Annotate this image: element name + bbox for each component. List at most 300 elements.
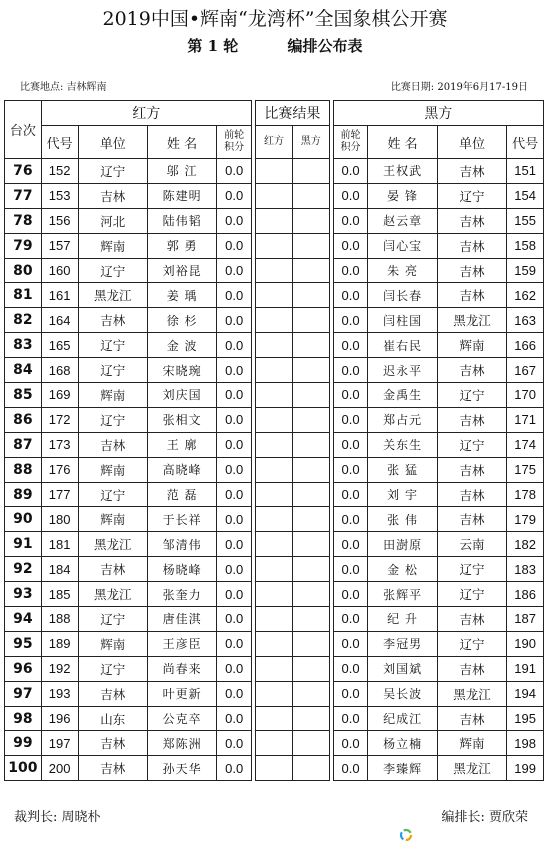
black-code: 186	[507, 582, 544, 607]
table-row	[5, 681, 544, 706]
black-code: 199	[507, 756, 544, 781]
black-name: 吴长波	[368, 681, 437, 706]
result-black	[292, 457, 329, 482]
black-code: 178	[507, 482, 544, 507]
red-name: 王彦臣	[147, 631, 216, 656]
result-red	[256, 283, 293, 308]
red-name: 郭 勇	[147, 233, 216, 258]
black-prev-score: 0.0	[333, 208, 368, 233]
red-name: 张奎力	[147, 582, 216, 607]
red-prev-score: 0.0	[217, 258, 252, 283]
table-row	[5, 358, 544, 383]
table-row	[5, 183, 544, 208]
red-code: 165	[41, 333, 78, 358]
red-unit: 黑龙江	[78, 582, 147, 607]
result-red	[256, 681, 293, 706]
black-prev-score: 0.0	[333, 532, 368, 557]
red-prev-score: 0.0	[217, 507, 252, 532]
result-black-header: 黑方	[292, 126, 329, 159]
result-black	[292, 208, 329, 233]
red-prev-score: 0.0	[217, 681, 252, 706]
red-prev-score: 0.0	[217, 333, 252, 358]
red-code: 173	[41, 432, 78, 457]
red-name: 郑陈洲	[147, 731, 216, 756]
table-row	[5, 432, 544, 457]
table-row	[5, 283, 544, 308]
black-name: 朱 亮	[368, 258, 437, 283]
red-code: 164	[41, 308, 78, 333]
round-number: 84	[5, 358, 42, 383]
red-unit: 黑龙江	[78, 532, 147, 557]
red-prev-score: 0.0	[217, 731, 252, 756]
red-unit: 辽宁	[78, 358, 147, 383]
black-unit: 吉林	[437, 283, 506, 308]
red-code: 177	[41, 482, 78, 507]
red-name: 孙天华	[147, 756, 216, 781]
result-black	[292, 407, 329, 432]
black-code: 162	[507, 283, 544, 308]
black-prev-score: 0.0	[333, 233, 368, 258]
result-red	[256, 532, 293, 557]
pairing-rows	[5, 159, 544, 781]
result-red	[256, 183, 293, 208]
round-number: 96	[5, 656, 42, 681]
black-name: 刘 宇	[368, 482, 437, 507]
black-code: 154	[507, 183, 544, 208]
black-code: 174	[507, 432, 544, 457]
result-red	[256, 706, 293, 731]
red-prev-score: 0.0	[217, 582, 252, 607]
round-number: 78	[5, 208, 42, 233]
chief-referee: 裁判长: 周晓朴	[14, 810, 101, 825]
red-name: 邬 江	[147, 159, 216, 184]
table-row	[5, 308, 544, 333]
red-prev-score: 0.0	[217, 706, 252, 731]
red-unit-header: 单位	[78, 126, 147, 159]
red-unit: 辉南	[78, 457, 147, 482]
black-score-header: 前轮积分	[333, 126, 368, 159]
result-red	[256, 383, 293, 408]
result-black	[292, 233, 329, 258]
red-code: 157	[41, 233, 78, 258]
black-name: 杨立楠	[368, 731, 437, 756]
table-row	[5, 706, 544, 731]
result-black	[292, 159, 329, 184]
red-prev-score: 0.0	[217, 208, 252, 233]
red-code: 181	[41, 532, 78, 557]
result-black	[292, 183, 329, 208]
red-unit: 吉林	[78, 681, 147, 706]
black-prev-score: 0.0	[333, 258, 368, 283]
black-unit-header: 单位	[437, 126, 506, 159]
table-row	[5, 656, 544, 681]
result-black	[292, 507, 329, 532]
red-score-header: 前轮积分	[217, 126, 252, 159]
black-name: 赵云章	[368, 208, 437, 233]
black-name: 李臻辉	[368, 756, 437, 781]
result-black	[292, 482, 329, 507]
red-name: 高晓峰	[147, 457, 216, 482]
black-name: 刘国斌	[368, 656, 437, 681]
result-red	[256, 159, 293, 184]
black-unit: 辽宁	[437, 631, 506, 656]
result-red	[256, 631, 293, 656]
table-row	[5, 159, 544, 184]
black-code: 171	[507, 407, 544, 432]
result-black	[292, 681, 329, 706]
date-label: 比赛日期: 2019年6月17-19日	[390, 82, 528, 93]
red-prev-score: 0.0	[217, 532, 252, 557]
red-code-header: 代号	[41, 126, 78, 159]
black-code: 198	[507, 731, 544, 756]
result-red	[256, 333, 293, 358]
round-number: 91	[5, 532, 42, 557]
red-code: 176	[41, 457, 78, 482]
round-number: 80	[5, 258, 42, 283]
black-name: 郑占元	[368, 407, 437, 432]
red-prev-score: 0.0	[217, 358, 252, 383]
red-unit: 吉林	[78, 432, 147, 457]
red-name: 刘庆国	[147, 383, 216, 408]
page-subtitle	[0, 35, 550, 56]
red-code: 161	[41, 283, 78, 308]
table-row	[5, 532, 544, 557]
result-red	[256, 756, 293, 781]
result-black	[292, 532, 329, 557]
black-code: 166	[507, 333, 544, 358]
red-code: 153	[41, 183, 78, 208]
black-prev-score: 0.0	[333, 457, 368, 482]
black-prev-score: 0.0	[333, 507, 368, 532]
red-prev-score: 0.0	[217, 383, 252, 408]
black-name: 李冠男	[368, 631, 437, 656]
red-unit: 辽宁	[78, 159, 147, 184]
black-code: 163	[507, 308, 544, 333]
black-name: 纪成江	[368, 706, 437, 731]
round-number: 94	[5, 607, 42, 632]
result-black	[292, 432, 329, 457]
red-unit: 吉林	[78, 183, 147, 208]
black-unit: 吉林	[437, 706, 506, 731]
red-code: 188	[41, 607, 78, 632]
black-unit: 吉林	[437, 208, 506, 233]
black-unit: 吉林	[437, 607, 506, 632]
black-code: 187	[507, 607, 544, 632]
black-name: 迟永平	[368, 358, 437, 383]
black-name: 王权武	[368, 159, 437, 184]
red-prev-score: 0.0	[217, 407, 252, 432]
black-code: 175	[507, 457, 544, 482]
round-number: 77	[5, 183, 42, 208]
result-black	[292, 383, 329, 408]
black-name: 金禹生	[368, 383, 437, 408]
black-unit: 黑龙江	[437, 308, 506, 333]
red-unit: 辉南	[78, 233, 147, 258]
table-type-label: 编排公布表	[287, 37, 363, 55]
round-number: 98	[5, 706, 42, 731]
black-name: 张辉平	[368, 582, 437, 607]
table-row	[5, 383, 544, 408]
red-code: 180	[41, 507, 78, 532]
round-number: 100	[5, 756, 42, 781]
red-name: 王 廓	[147, 432, 216, 457]
black-prev-score: 0.0	[333, 383, 368, 408]
watermark-logo-icon	[399, 828, 413, 842]
black-code: 190	[507, 631, 544, 656]
result-black	[292, 582, 329, 607]
black-code: 179	[507, 507, 544, 532]
red-prev-score: 0.0	[217, 482, 252, 507]
black-code: 167	[507, 358, 544, 383]
black-prev-score: 0.0	[333, 631, 368, 656]
red-unit: 吉林	[78, 557, 147, 582]
red-code: 196	[41, 706, 78, 731]
red-name: 尚春来	[147, 656, 216, 681]
result-black	[292, 258, 329, 283]
result-red	[256, 432, 293, 457]
round-number: 85	[5, 383, 42, 408]
black-prev-score: 0.0	[333, 482, 368, 507]
result-black	[292, 756, 329, 781]
red-unit: 黑龙江	[78, 283, 147, 308]
red-name: 于长祥	[147, 507, 216, 532]
black-name: 晏 锋	[368, 183, 437, 208]
black-unit: 辽宁	[437, 432, 506, 457]
result-red	[256, 731, 293, 756]
result-red	[256, 656, 293, 681]
red-name-header: 姓 名	[147, 126, 216, 159]
red-code: 200	[41, 756, 78, 781]
red-name: 金 波	[147, 333, 216, 358]
red-unit: 辉南	[78, 631, 147, 656]
result-black	[292, 557, 329, 582]
round-number: 76	[5, 159, 42, 184]
red-name: 范 磊	[147, 482, 216, 507]
black-prev-score: 0.0	[333, 706, 368, 731]
round-number: 88	[5, 457, 42, 482]
black-name: 纪 升	[368, 607, 437, 632]
page-title: 2019中国•辉南“龙湾杯”全国象棋公开赛	[102, 8, 448, 30]
black-prev-score: 0.0	[333, 308, 368, 333]
black-name: 金 松	[368, 557, 437, 582]
table-row	[5, 482, 544, 507]
black-unit: 吉林	[437, 258, 506, 283]
result-red	[256, 358, 293, 383]
result-red	[256, 507, 293, 532]
red-name: 唐佳淇	[147, 607, 216, 632]
black-code: 159	[507, 258, 544, 283]
black-unit: 吉林	[437, 407, 506, 432]
red-code: 193	[41, 681, 78, 706]
red-unit: 辽宁	[78, 258, 147, 283]
result-black	[292, 358, 329, 383]
red-unit: 吉林	[78, 756, 147, 781]
red-code: 185	[41, 582, 78, 607]
red-prev-score: 0.0	[217, 656, 252, 681]
red-unit: 辽宁	[78, 333, 147, 358]
black-prev-score: 0.0	[333, 731, 368, 756]
result-red	[256, 582, 293, 607]
result-black	[292, 308, 329, 333]
result-red	[256, 208, 293, 233]
black-prev-score: 0.0	[333, 358, 368, 383]
red-prev-score: 0.0	[217, 159, 252, 184]
result-red	[256, 233, 293, 258]
result-black	[292, 706, 329, 731]
table-row	[5, 258, 544, 283]
red-name: 刘裕昆	[147, 258, 216, 283]
black-code: 182	[507, 532, 544, 557]
black-unit: 云南	[437, 532, 506, 557]
red-unit: 辽宁	[78, 607, 147, 632]
black-unit: 辽宁	[437, 183, 506, 208]
table-row	[5, 631, 544, 656]
table-row	[5, 607, 544, 632]
black-prev-score: 0.0	[333, 656, 368, 681]
red-name: 陈建明	[147, 183, 216, 208]
result-black	[292, 607, 329, 632]
red-name: 宋晓琬	[147, 358, 216, 383]
round-number: 89	[5, 482, 42, 507]
black-code: 191	[507, 656, 544, 681]
black-prev-score: 0.0	[333, 582, 368, 607]
red-prev-score: 0.0	[217, 233, 252, 258]
black-name: 闫心宝	[368, 233, 437, 258]
red-unit: 辉南	[78, 507, 147, 532]
black-code: 158	[507, 233, 544, 258]
black-name: 闫柱国	[368, 308, 437, 333]
red-code: 189	[41, 631, 78, 656]
result-black	[292, 731, 329, 756]
result-black	[292, 333, 329, 358]
red-name: 陆伟韬	[147, 208, 216, 233]
red-unit: 河北	[78, 208, 147, 233]
black-name: 关东生	[368, 432, 437, 457]
black-prev-score: 0.0	[333, 333, 368, 358]
black-code: 151	[507, 159, 544, 184]
red-unit: 辽宁	[78, 482, 147, 507]
black-unit: 辽宁	[437, 557, 506, 582]
red-unit: 吉林	[78, 308, 147, 333]
result-red-header: 红方	[256, 126, 293, 159]
red-unit: 吉林	[78, 731, 147, 756]
black-prev-score: 0.0	[333, 183, 368, 208]
red-unit: 辽宁	[78, 407, 147, 432]
table-row	[5, 407, 544, 432]
red-code: 168	[41, 358, 78, 383]
table-row	[5, 333, 544, 358]
black-unit: 吉林	[437, 482, 506, 507]
black-unit: 辽宁	[437, 582, 506, 607]
black-unit: 吉林	[437, 233, 506, 258]
red-prev-score: 0.0	[217, 283, 252, 308]
black-prev-score: 0.0	[333, 283, 368, 308]
red-prev-score: 0.0	[217, 432, 252, 457]
round-number: 95	[5, 631, 42, 656]
black-unit: 辉南	[437, 333, 506, 358]
round-label: 第 1 轮	[187, 37, 239, 55]
red-code: 160	[41, 258, 78, 283]
black-unit: 吉林	[437, 358, 506, 383]
result-red	[256, 308, 293, 333]
result-red	[256, 607, 293, 632]
red-code: 156	[41, 208, 78, 233]
black-code: 183	[507, 557, 544, 582]
red-unit: 辉南	[78, 383, 147, 408]
table-row	[5, 507, 544, 532]
red-unit: 辽宁	[78, 656, 147, 681]
black-name: 崔右民	[368, 333, 437, 358]
black-prev-score: 0.0	[333, 607, 368, 632]
red-prev-score: 0.0	[217, 457, 252, 482]
red-code: 169	[41, 383, 78, 408]
red-side-header: 红方	[41, 101, 251, 126]
black-unit: 黑龙江	[437, 756, 506, 781]
red-name: 张相文	[147, 407, 216, 432]
round-number: 82	[5, 308, 42, 333]
red-code: 197	[41, 731, 78, 756]
result-red	[256, 407, 293, 432]
black-unit: 吉林	[437, 159, 506, 184]
black-unit: 黑龙江	[437, 681, 506, 706]
table-row	[5, 557, 544, 582]
black-side-header: 黑方	[333, 101, 543, 126]
red-code: 192	[41, 656, 78, 681]
red-unit: 山东	[78, 706, 147, 731]
round-number: 83	[5, 333, 42, 358]
venue-label: 比赛地点: 吉林辉南	[20, 82, 107, 93]
round-number: 90	[5, 507, 42, 532]
red-prev-score: 0.0	[217, 607, 252, 632]
red-name: 邹清伟	[147, 532, 216, 557]
black-prev-score: 0.0	[333, 681, 368, 706]
result-red	[256, 457, 293, 482]
round-number: 86	[5, 407, 42, 432]
red-name: 公克卒	[147, 706, 216, 731]
table-row	[5, 208, 544, 233]
table-row	[5, 233, 544, 258]
round-column-header: 台次	[5, 101, 42, 159]
black-code: 170	[507, 383, 544, 408]
black-name: 张 伟	[368, 507, 437, 532]
red-name: 徐 杉	[147, 308, 216, 333]
red-prev-score: 0.0	[217, 631, 252, 656]
black-code: 194	[507, 681, 544, 706]
round-number: 79	[5, 233, 42, 258]
black-prev-score: 0.0	[333, 432, 368, 457]
result-black	[292, 283, 329, 308]
black-code: 195	[507, 706, 544, 731]
red-prev-score: 0.0	[217, 308, 252, 333]
black-name: 田澍原	[368, 532, 437, 557]
table-row	[5, 457, 544, 482]
round-number: 81	[5, 283, 42, 308]
table-row	[5, 582, 544, 607]
black-unit: 辽宁	[437, 383, 506, 408]
red-name: 叶更新	[147, 681, 216, 706]
round-number: 87	[5, 432, 42, 457]
result-red	[256, 482, 293, 507]
red-code: 152	[41, 159, 78, 184]
red-code: 172	[41, 407, 78, 432]
table-row	[5, 731, 544, 756]
black-prev-score: 0.0	[333, 159, 368, 184]
result-red	[256, 258, 293, 283]
red-prev-score: 0.0	[217, 557, 252, 582]
black-code-header: 代号	[507, 126, 544, 159]
black-unit: 吉林	[437, 656, 506, 681]
black-unit: 辉南	[437, 731, 506, 756]
